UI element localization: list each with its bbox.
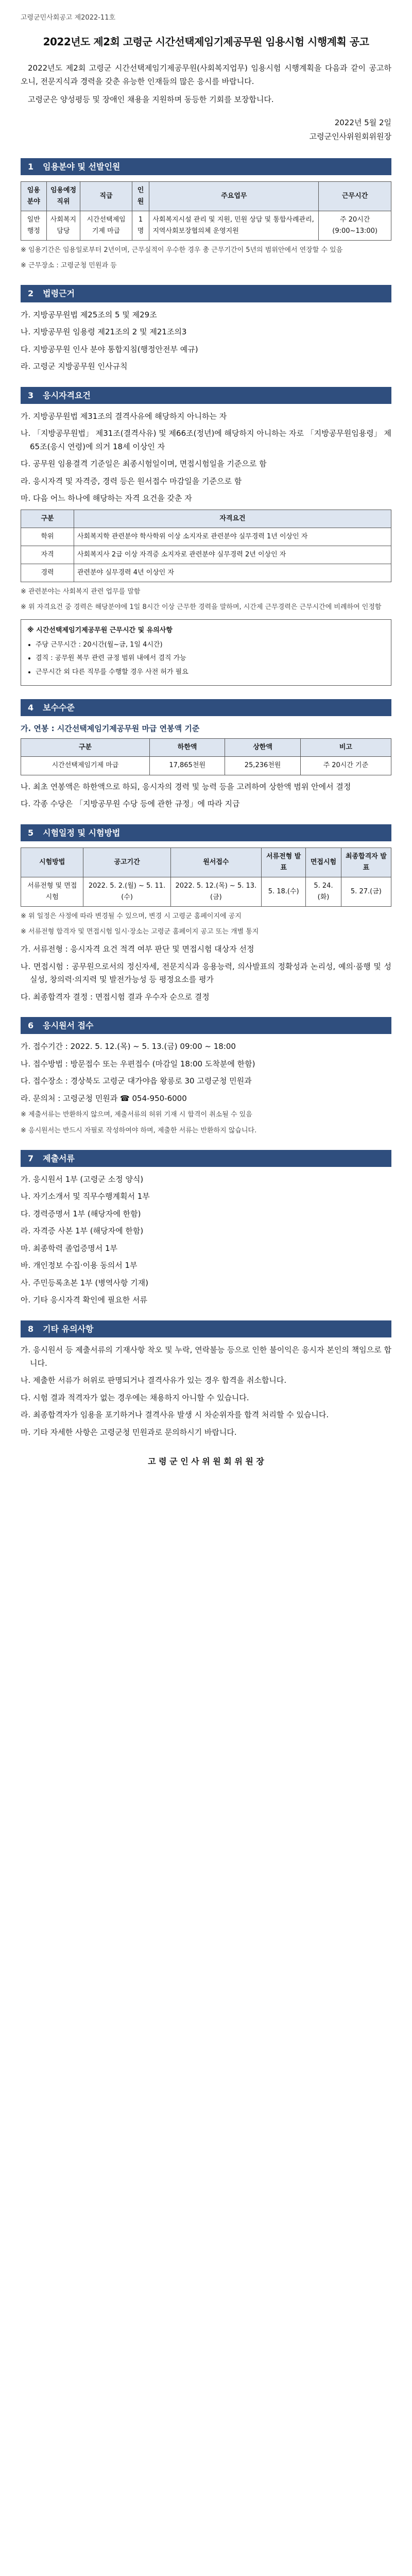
table-note: ※ 근무장소 : 고령군청 민원과 등 [21,262,117,270]
table-cell: 25,236천원 [225,757,300,775]
salary-list [21,781,391,811]
table-header: 최종합격자 발표 [341,848,391,877]
documents-list [21,1173,391,1307]
intro-section [21,62,391,107]
section-number: 8 [21,1320,41,1337]
table-header: 서류전형 발표 [262,848,306,877]
section-heading [21,824,391,841]
section-heading [21,1017,391,1034]
qualification-table [21,510,391,582]
section-title: 응시원서 접수 [41,1017,391,1034]
section-heading [21,285,391,302]
list-item: 라. 고령군 지방공무원 인사규칙 [21,362,128,371]
section-title: 응시자격요건 [41,387,391,404]
section-title: 법령근거 [41,285,391,302]
notes-list [21,1344,391,1439]
table-header: 근무시간 [319,181,391,211]
work-hours-box [21,619,391,685]
box-title: ※ 시간선택제임기제공무원 근무시간 및 유의사항 [27,626,173,635]
table-cell: 5. 24.(화) [306,877,341,906]
list-item: 다. 공무원 임용결격 기준일은 최종시험일이며, 면접시험일을 기준으로 함 [21,459,267,469]
section-heading [21,1150,391,1167]
table-header: 공고기간 [83,848,170,877]
table-cell: 사회복지사 2급 이상 자격증 소지자로 관련분야 실무경력 2년 이상인 자 [74,546,391,564]
table-header: 하한액 [149,739,225,757]
list-item: 바. 개인정보 수집·이용 동의서 1부 [21,1261,138,1270]
section-title: 제출서류 [41,1150,391,1167]
list-item: 다. 시험 결과 적격자가 없는 경우에는 채용하지 아니할 수 있습니다. [21,1393,249,1402]
list-item: 다. 접수장소 : 경상북도 고령군 대가야읍 왕릉로 30 고령군청 민원과 [21,1076,252,1086]
table-cell: 5. 27.(금) [341,877,391,906]
table-header: 임용예정직위 [46,181,80,211]
table-cell: 2022. 5. 12.(목) ~ 5. 13.(금) [170,877,261,906]
schedule-table [21,848,391,907]
application-list [21,1040,391,1105]
qualification-note: ※ 관련분야는 사회복지 관련 업무를 말함 [21,588,141,596]
list-item: 가. 지방공무원법 제31조의 결격사유에 해당하지 아니하는 자 [21,411,227,421]
table-cell: 관련분야 실무경력 4년 이상인 자 [74,564,391,582]
notice-issuer: 고령군인사위원회위원장 [309,131,391,141]
list-item: 나. 「지방공무원법」 제31조(결격사유) 및 제66조(정년)에 해당하지 아니하는 자로 「지방공무원임용령」 제65조(응시 연령)에 의거 18세 이상인 자 [21,429,391,451]
section-heading [21,387,391,404]
list-item: 가. 응시원서 1부 (고령군 소정 양식) [21,1174,144,1184]
exam-method-list [21,943,391,1004]
box-item: • 주당 근무시간 : 20시간(월~금, 1일 4시간) [36,639,385,651]
table-cell: 사회복지시설 관리 및 지원, 민원 상담 및 통합사례관리, 지역사회보장협의체 운영지원 [149,211,319,240]
list-item: 라. 최종합격자가 임용을 포기하거나 결격사유 발생 시 차순위자를 합격 처리할 수 있습니다. [21,1410,329,1420]
section-number: 3 [21,387,41,404]
qualification-list [21,410,391,505]
list-item: 나. 면접시험 : 공무원으로서의 정신자세, 전문지식과 응용능력, 의사발표의 정확성과 논리성, 예의·품행 및 성실성, 창의력·의지력 및 발전가능성 등 평정요소를 평가 [21,961,391,985]
table-header: 구분 [21,739,150,757]
notice-page [10,0,402,1489]
date-block [21,116,391,144]
intro-paragraph: 고령군은 양성평등 및 장애인 채용을 지원하며 동등한 기회를 보장합니다. [28,95,274,105]
section-number: 7 [21,1150,41,1167]
list-item: 다. 경력증명서 1부 (해당자에 한함) [21,1209,141,1218]
table-header: 주요업무 [149,181,319,211]
schedule-note: ※ 서류전형 합격자 및 면접시험 일시·장소는 고령군 홈페이지 공고 또는 개별 통지 [21,928,259,936]
section-heading [21,1320,391,1337]
list-item: 나. 제출한 서류가 허위로 판명되거나 결격사유가 있는 경우 합격을 취소합니다. [21,1376,287,1385]
list-item: 다. 각종 수당은 「지방공무원 수당 등에 관한 규정」에 따라 지급 [21,799,240,809]
intro-paragraph: 2022년도 제2회 고령군 시간선택제임기제공무원(사회복지업무) 임용시험 시행계획을 다음과 같이 공고하오니, 전문지식과 경력을 갖춘 유능한 인재들의 많은 응시를 바랍니다. [21,63,391,86]
list-item: 다. 최종합격자 결정 : 면접시험 결과 우수자 순으로 결정 [21,992,210,1002]
list-item: 가. 응시원서 등 제출서류의 기재사항 착오 및 누락, 연락불능 등으로 인한 불이익은 응시자 본인의 책임으로 합니다. [21,1345,391,1368]
table-cell: 일반행정 [21,211,47,240]
table-cell: 사회복지담당 [46,211,80,240]
table-header: 구분 [21,510,74,528]
table-cell: 5. 18.(수) [262,877,306,906]
section-heading [21,699,391,716]
list-item: 사. 주민등록초본 1부 (병역사항 기재) [21,1278,148,1287]
table-cell: 주 20시간 기준 [300,757,391,775]
section-heading [21,158,391,175]
box-item: • 겸직 : 공무원 복무 관련 규정 범위 내에서 겸직 가능 [36,653,385,664]
recruitment-table [21,181,391,241]
list-item: 라. 응시자격 및 자격증, 경력 등은 원서접수 마감일을 기준으로 함 [21,476,242,486]
section-title: 시험일정 및 시험방법 [41,824,391,841]
notice-date: 2022년 5월 2일 [334,117,391,127]
table-cell: 사회복지학 관련분야 학사학위 이상 소지자로 관련분야 실무경력 1년 이상인 자 [74,528,391,546]
table-cell: 자격 [21,546,74,564]
list-item: 아. 기타 응시자격 확인에 필요한 서류 [21,1295,147,1305]
table-cell: 시간선택제임기제 마급 [21,757,150,775]
section-number: 2 [21,285,41,302]
table-header: 임용분야 [21,181,47,211]
table-cell: 17,865천원 [149,757,225,775]
section-number: 6 [21,1017,41,1034]
section-title: 임용분야 및 선발인원 [41,158,391,175]
section-title: 기타 유의사항 [41,1320,391,1337]
section-number: 5 [21,824,41,841]
list-item: 나. 최초 연봉액은 하한액으로 하되, 응시자의 경력 및 능력 등을 고려하여 상한액 범위 안에서 결정 [21,782,351,791]
list-item: 마. 다음 어느 하나에 해당하는 자격 요건을 갖춘 자 [21,494,192,503]
box-item: • 근무시간 외 다른 직무를 수행할 경우 사전 허가 필요 [36,667,385,678]
table-cell: 서류전형 및 면접시험 [21,877,83,906]
table-cell: 학위 [21,528,74,546]
list-item: 가. 접수기간 : 2022. 5. 12.(목) ~ 5. 13.(금) 09:00 ~ 18:00 [21,1042,236,1052]
table-cell: 주 20시간 (9:00~13:00) [319,211,391,240]
table-cell: 시간선택제임기제 마급 [80,211,132,240]
list-item: 마. 기타 자세한 사항은 고령군청 민원과로 문의하시기 바랍니다. [21,1427,237,1437]
table-header: 시험방법 [21,848,83,877]
table-header: 상한액 [225,739,300,757]
application-warning: ※ 응시원서는 반드시 자필로 작성하여야 하며, 제출한 서류는 반환하지 않습니다. [21,1126,257,1134]
list-item: 나. 접수방법 : 방문접수 또는 우편접수 (마감일 18:00 도착분에 한함) [21,1059,255,1069]
list-item: 가. 서류전형 : 응시자격 요건 적격 여부 판단 및 면접시험 대상자 선정 [21,944,254,954]
document-title: 2022년도 제2회 고령군 시간선택제임기제공무원 임용시험 시행계획 공고 [43,36,369,48]
table-note: ※ 임용기간은 임용일로부터 2년이며, 근무실적이 우수한 경우 총 근무기간이 5년의 범위안에서 연장할 수 있음 [21,246,343,255]
schedule-note: ※ 위 일정은 사정에 따라 변경될 수 있으며, 변경 시 고령군 홈페이지에 공지 [21,912,242,921]
list-item: 마. 최종학력 졸업증명서 1부 [21,1243,118,1253]
section-title: 보수수준 [41,699,391,716]
section-number: 1 [21,158,41,175]
table-cell: 경력 [21,564,74,582]
table-header: 직급 [80,181,132,211]
table-header: 인원 [132,181,149,211]
salary-intro: 가. 연봉 : 시간선택제임기제공무원 마급 연봉액 기준 [21,723,200,733]
notice-number: 고령군민사회공고 제2022-11호 [21,14,116,22]
table-cell: 1명 [132,211,149,240]
table-header: 원서접수 [170,848,261,877]
list-item: 나. 지방공무원 임용령 제21조의 2 및 제21조의3 [21,327,187,337]
list-item: 가. 지방공무원법 제25조의 5 및 제29조 [21,310,157,319]
table-header: 자격요건 [74,510,391,528]
law-list [21,309,391,374]
list-item: 나. 자기소개서 및 직무수행계획서 1부 [21,1192,150,1201]
section-number: 4 [21,699,41,716]
table-header: 비고 [300,739,391,757]
list-item: 라. 자격증 사본 1부 (해당자에 한함) [21,1226,144,1236]
list-item: 라. 문의처 : 고령군청 민원과 ☎ 054-950-6000 [21,1093,187,1103]
footer-issuer: 고 령 군 인 사 위 원 회 위 원 장 [148,1456,264,1467]
table-header: 면접시험 [306,848,341,877]
qualification-note: ※ 위 자격요건 중 경력은 해당분야에 1일 8시간 이상 근무한 경력을 말하며, 시간제 근무경력은 근무시간에 비례하여 인정함 [21,603,382,612]
list-item: 다. 지방공무원 인사 분야 통합지침(행정안전부 예규) [21,344,198,354]
table-cell: 2022. 5. 2.(월) ~ 5. 11.(수) [83,877,170,906]
salary-table [21,738,391,775]
application-warning: ※ 제출서류는 반환하지 않으며, 제출서류의 허위 기재 시 합격이 취소될 수 있음 [21,1111,252,1119]
